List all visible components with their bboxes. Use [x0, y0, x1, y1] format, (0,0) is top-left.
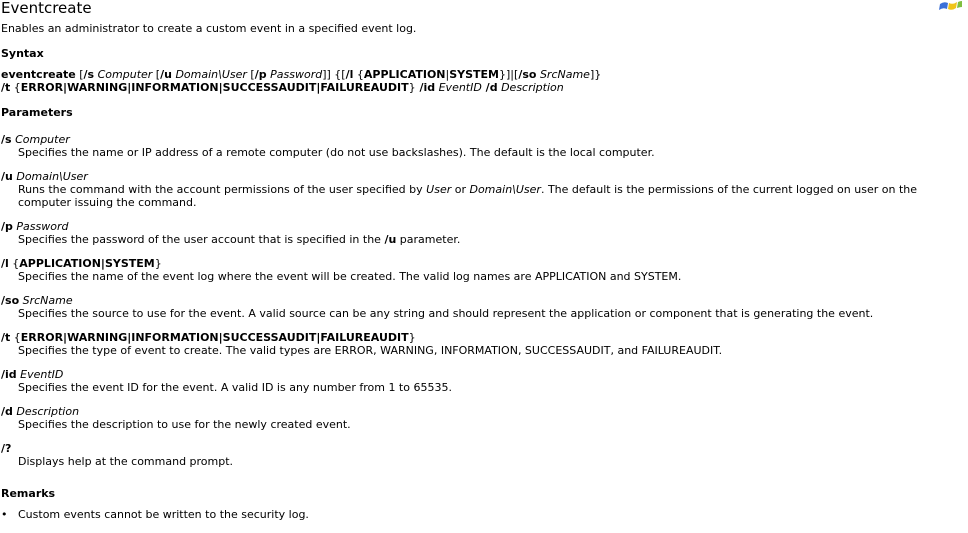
- syntax-variable: EventID: [438, 81, 482, 94]
- param-token: }: [408, 331, 416, 344]
- remarks-list: [1, 508, 968, 521]
- param-variable: Computer: [15, 133, 70, 146]
- bullet-icon: •: [1, 508, 8, 521]
- syntax-flag: /l: [345, 68, 354, 81]
- syntax-token: ]] {[: [322, 68, 346, 81]
- param-values: ERROR|WARNING|INFORMATION|SUCCESSAUDIT|FAILUREAUDIT: [20, 331, 409, 344]
- syntax-variable: Domain: [175, 68, 219, 81]
- syntax-flag: /u: [160, 68, 172, 81]
- syntax-value: SYSTEM: [449, 68, 500, 81]
- param-description-flag: /u: [384, 233, 397, 246]
- syntax-token: ]}: [589, 68, 602, 81]
- param-id: [1, 368, 968, 394]
- syntax-flag: /d: [481, 81, 498, 94]
- param-description-text: Specifies the password of the user account that is specified in the: [18, 233, 385, 246]
- page-title: Eventcreate: [1, 0, 92, 17]
- syntax-flag: /t: [1, 81, 11, 94]
- param-help: [1, 442, 968, 468]
- syntax-token: [: [75, 68, 84, 81]
- param-flag: /t: [1, 331, 11, 344]
- param-token: {: [10, 331, 21, 344]
- syntax-token: \: [218, 68, 222, 81]
- syntax-token: [: [246, 68, 255, 81]
- param-description: Displays help at the command prompt.: [18, 455, 234, 468]
- param-description-variable: User: [426, 183, 452, 196]
- param-description-continued: computer issuing the command.: [18, 196, 197, 209]
- param-description: Specifies the description to use for the newly created event.: [18, 418, 351, 431]
- syntax-token: [: [152, 68, 161, 81]
- syntax-flag: /s: [83, 68, 95, 81]
- syntax-variable: User: [221, 68, 247, 81]
- syntax-flag: /id: [415, 81, 436, 94]
- param-description: [18, 233, 968, 246]
- param-flag: /s: [1, 133, 12, 146]
- syntax-value: APPLICATION: [363, 68, 446, 81]
- param-description-text: Runs the command with the account permissions of the user specified by: [18, 183, 427, 196]
- param-s: [1, 133, 968, 159]
- param-description: Specifies the type of event to create. The valid types are ERROR, WARNING, INFORMATION, SUCCESSAUDIT, and FAILUREAUDIT.: [18, 344, 723, 357]
- param-t: [1, 331, 968, 357]
- param-l: [1, 257, 968, 283]
- param-token: }: [154, 257, 162, 270]
- param-flag: /u: [1, 170, 13, 183]
- param-variable: Password: [16, 220, 69, 233]
- list-item: [1, 508, 968, 521]
- param-p: [1, 220, 968, 246]
- syntax-variable: Description: [501, 81, 564, 94]
- param-description: Specifies the event ID for the event. A valid ID is any number from 1 to 65535.: [18, 381, 452, 394]
- syntax-line-1: [1, 68, 968, 81]
- param-token: {: [8, 257, 20, 270]
- syntax-value: ERROR|WARNING|INFORMATION|SUCCESSAUDIT|FAILUREAUDIT: [20, 81, 409, 94]
- param-description-text: parameter.: [396, 233, 461, 246]
- syntax-variable: Password: [270, 68, 323, 81]
- syntax-variable: SrcName: [539, 68, 590, 81]
- param-flag: /l: [1, 257, 9, 270]
- param-flag: /id: [1, 368, 17, 381]
- param-description-text: or: [451, 183, 470, 196]
- param-description: Specifies the name or IP address of a remote computer (do not use backslashes). The default is the local computer.: [18, 146, 655, 159]
- page-summary: Enables an administrator to create a custom event in a specified event log.: [1, 22, 417, 35]
- syntax-heading: Syntax: [1, 47, 44, 60]
- param-flag: /p: [1, 220, 13, 233]
- syntax-line-2: [1, 81, 968, 94]
- remarks-heading: Remarks: [1, 487, 56, 500]
- param-values: APPLICATION|SYSTEM: [19, 257, 155, 270]
- syntax-token: {: [10, 81, 21, 94]
- syntax-variable: Computer: [97, 68, 153, 81]
- windows-flag-icon: [938, 0, 962, 10]
- syntax-token: }: [408, 81, 416, 94]
- syntax-token: {: [353, 68, 364, 81]
- param-so: [1, 294, 968, 320]
- syntax-flag: /so: [518, 68, 537, 81]
- syntax-token: }]|[: [499, 68, 519, 81]
- remark-text: Custom events cannot be written to the security log.: [18, 508, 309, 521]
- syntax-flag: /p: [254, 68, 267, 81]
- param-description: Specifies the name of the event log where the event will be created. The valid log names are APPLICATION and SYSTEM.: [18, 270, 682, 283]
- param-variable: EventID: [20, 368, 64, 381]
- param-variable: Domain\User: [16, 170, 88, 183]
- param-d: [1, 405, 968, 431]
- param-flag: /so: [1, 294, 20, 307]
- param-description-text: . The default is the permissions of the current logged on user on the: [540, 183, 917, 196]
- param-description: [18, 183, 968, 196]
- param-flag: /d: [1, 405, 13, 418]
- parameters-heading: Parameters: [1, 106, 73, 119]
- param-description: Specifies the source to use for the event. A valid source can be any string and should represent the application or component that is generating the event.: [18, 307, 874, 320]
- param-flag: /?: [1, 442, 12, 455]
- param-description-variable: Domain\User: [469, 183, 541, 196]
- syntax-block: [1, 68, 968, 94]
- param-variable: SrcName: [22, 294, 73, 307]
- parameter-list: [1, 133, 968, 468]
- param-variable: Description: [16, 405, 80, 418]
- param-u: [1, 170, 968, 209]
- syntax-token: |: [445, 68, 450, 81]
- syntax-command: eventcreate: [1, 68, 76, 81]
